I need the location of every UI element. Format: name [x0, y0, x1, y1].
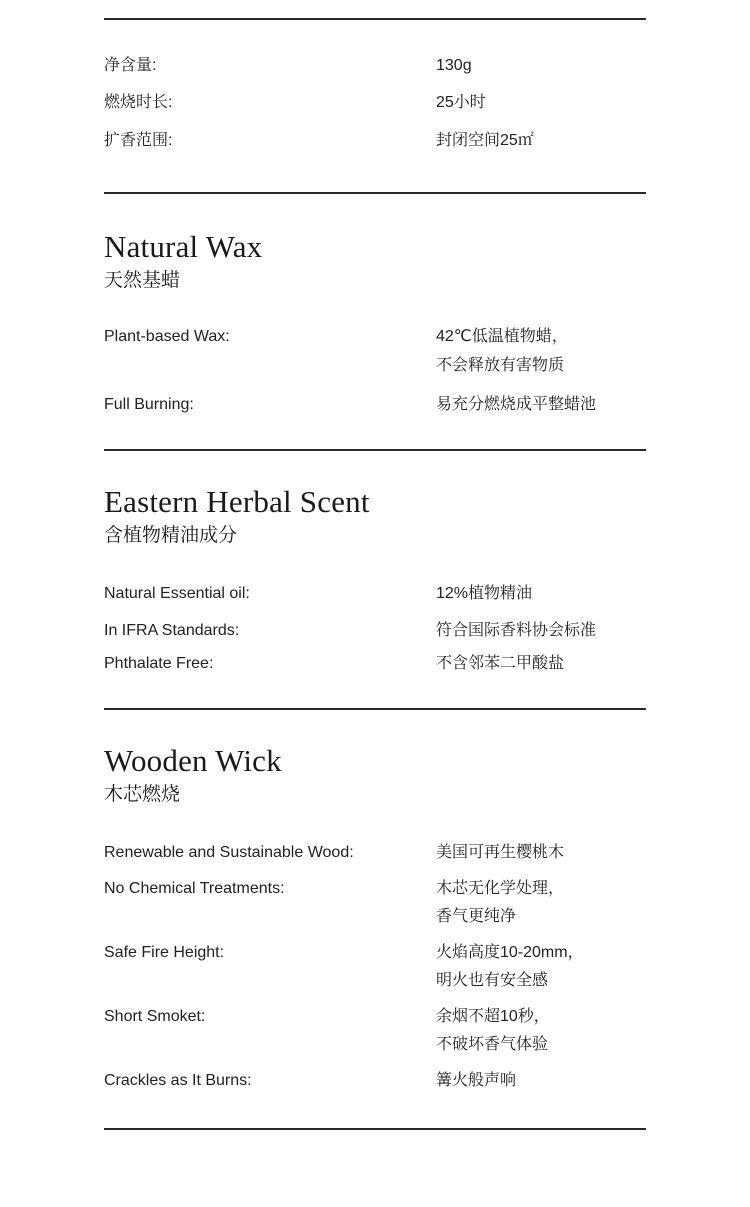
spec-value: 篝火般声响 — [436, 1072, 517, 1089]
spec-value: 12%植物精油 — [436, 585, 533, 602]
spec-label: Renewable and Sustainable Wood: — [104, 844, 354, 861]
spec-value-net-weight: 130g — [436, 57, 472, 74]
spec-value: 美国可再生樱桃木 — [436, 844, 565, 861]
spec-label: Safe Fire Height: — [104, 944, 225, 961]
spec-value: 42℃低温植物蜡， — [436, 328, 568, 345]
spec-value: 香气更纯净 — [436, 908, 517, 925]
spec-value: 符合国际香料协会标准 — [436, 622, 597, 639]
divider-bottom — [104, 1128, 646, 1130]
spec-value: 火焰高度10-20mm， — [436, 944, 584, 961]
divider — [104, 449, 646, 451]
spec-label: Short Smoket: — [104, 1008, 206, 1025]
spec-value-burn-time: 25小时 — [436, 94, 486, 111]
spec-value: 易充分燃烧成平整蜡池 — [436, 396, 597, 413]
spec-label: No Chemical Treatments: — [104, 880, 285, 897]
spec-value: 不含邻苯二甲酸盐 — [436, 655, 565, 672]
section-subtitle-natural-wax: 天然基蜡 — [104, 270, 181, 291]
spec-label: Full Burning: — [104, 396, 194, 413]
divider — [104, 192, 646, 194]
spec-label-burn-time: 燃烧时长: — [104, 94, 173, 111]
spec-value: 不破坏香气体验 — [436, 1036, 549, 1053]
section-title-natural-wax: Natural Wax — [104, 229, 263, 264]
section-title-wooden-wick: Wooden Wick — [104, 743, 282, 778]
divider — [104, 708, 646, 710]
spec-label: Natural Essential oil: — [104, 585, 250, 602]
spec-label: In IFRA Standards: — [104, 622, 240, 639]
divider-top — [104, 18, 646, 20]
spec-label: Phthalate Free: — [104, 655, 214, 672]
spec-value: 明火也有安全感 — [436, 972, 549, 989]
spec-label: Plant-based Wax: — [104, 328, 230, 345]
section-title-eastern-herbal-scent: Eastern Herbal Scent — [104, 484, 370, 519]
section-subtitle-eastern-herbal-scent: 含植物精油成分 — [104, 525, 238, 546]
spec-value: 木芯无化学处理， — [436, 880, 565, 897]
spec-label-net-weight: 净含量: — [104, 57, 157, 74]
spec-value-scent-range: 封闭空间25㎡ — [436, 132, 534, 149]
spec-label-scent-range: 扩香范围: — [104, 132, 173, 149]
spec-value: 不会释放有害物质 — [436, 357, 565, 374]
spec-value: 余烟不超10秒， — [436, 1008, 550, 1025]
spec-label: Crackles as It Burns: — [104, 1072, 252, 1089]
section-subtitle-wooden-wick: 木芯燃烧 — [104, 784, 181, 805]
